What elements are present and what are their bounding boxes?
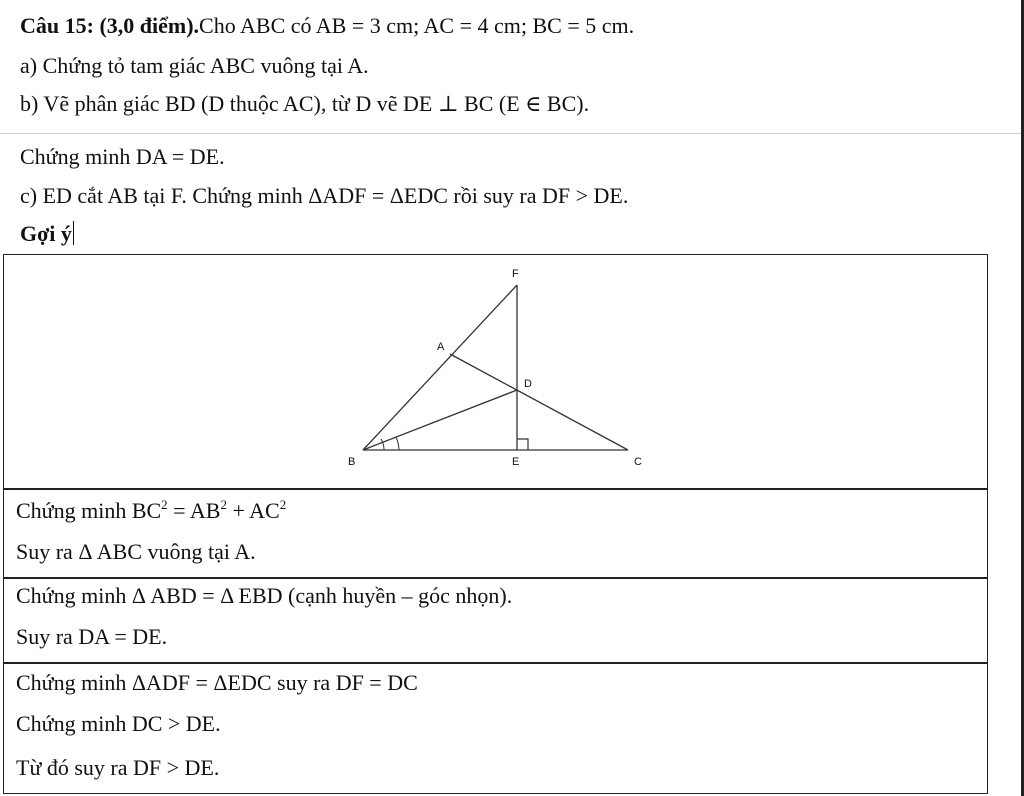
angle-arc-inner	[381, 439, 384, 450]
row1-text-c: + AC	[226, 498, 280, 523]
row3-line3: Từ đó suy ra DF > DE.	[16, 755, 220, 780]
label-e: E	[512, 456, 520, 468]
row1-text-a: Chứng minh BC	[16, 498, 162, 523]
label-c: C	[634, 456, 642, 468]
row1-line1	[16, 497, 286, 525]
part-c: c) ED cắt AB tại F. Chứng minh ΔADF = ΔEDC rồi suy ra DF > DE.	[20, 183, 629, 208]
triangle-figure	[4, 255, 986, 488]
solution-row-2	[3, 577, 988, 664]
hint-label: Gợi ý	[20, 221, 72, 246]
row1-sup-3: 2	[279, 497, 287, 512]
row1-text-b: = AB	[167, 498, 221, 523]
problem-number: Câu 15: (3,0 điểm).	[20, 13, 200, 38]
segment-bf	[363, 285, 517, 450]
angle-arc-outer	[396, 437, 399, 450]
row1-line2: Suy ra Δ ABC vuông tại A.	[16, 539, 256, 564]
figure-box	[3, 254, 988, 490]
row2-line2: Suy ra DA = DE.	[16, 624, 168, 649]
part-b-continued: Chứng minh DA = DE.	[20, 144, 225, 169]
row2-line1: Chứng minh Δ ABD = Δ EBD (cạnh huyền – góc nhọn).	[16, 583, 513, 608]
label-d: D	[524, 378, 532, 390]
segment-bd	[363, 390, 517, 450]
text-cursor	[73, 221, 74, 245]
solution-row-3	[3, 662, 988, 794]
page-break-divider	[0, 133, 1021, 134]
row3-line2: Chứng minh DC > DE.	[16, 711, 221, 736]
problem-title-line	[20, 12, 634, 40]
label-a: A	[437, 341, 445, 353]
hint-heading[interactable]	[20, 220, 74, 248]
label-b: B	[348, 456, 356, 468]
right-angle-mark	[517, 439, 528, 450]
part-a: a) Chứng tỏ tam giác ABC vuông tại A.	[20, 53, 369, 78]
problem-given: Cho ABC có AB = 3 cm; AC = 4 cm; BC = 5 cm.	[199, 13, 635, 38]
solution-row-1	[3, 488, 988, 579]
segment-ac	[450, 354, 628, 450]
row1-sup-1: 2	[161, 497, 168, 512]
label-f: F	[512, 268, 519, 280]
row3-line1: Chứng minh ΔADF = ΔEDC suy ra DF = DC	[16, 670, 418, 695]
part-b: b) Vẽ phân giác BD (D thuộc AC), từ D vẽ DE ⊥ BC (E ∈ BC).	[20, 91, 590, 116]
row1-sup-2: 2	[220, 497, 227, 512]
